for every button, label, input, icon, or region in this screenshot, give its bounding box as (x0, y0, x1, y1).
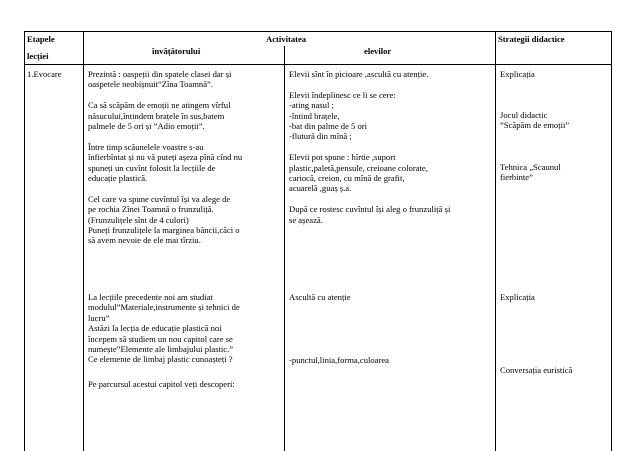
spacer (88, 90, 242, 100)
students-line: Elevii pot spune : hîrtie ,suport (289, 152, 396, 163)
students-line: -întind brațele, (289, 110, 340, 121)
teacher-line: Astăzi la lecția de educație plastică noi (88, 323, 222, 334)
teacher-line: (Frunzulițele sînt de 4 culori) (88, 214, 189, 225)
strategy-joc-didactic: Jocul didactic (500, 110, 548, 120)
students-line: După ce rostesc cuvîntul își aleg o frunzuliță și (289, 204, 451, 215)
students-line: Elevii îndeplinesc ce li se cere: (289, 89, 396, 100)
teacher-line: oaspetele neobișnuit”Zîna Toamnă”. (88, 79, 213, 90)
spacer (88, 183, 242, 193)
header-strategii: Strategii didactice (498, 34, 565, 44)
students-line: -flutură din mînă ; (289, 131, 352, 142)
students-line: -bat din palme de 5 ori (289, 121, 368, 132)
teacher-line: Ce elemente de limbaj plastic cunoașteți ? (88, 354, 233, 365)
spacer (88, 131, 242, 141)
spacer (289, 194, 450, 204)
border-header-bottom (24, 64, 611, 65)
stage-name: 1.Evocare (27, 69, 62, 79)
spacer (289, 142, 450, 152)
students-line: se așează. (289, 214, 323, 225)
border-right (611, 31, 612, 451)
students-activity-block (289, 69, 450, 225)
teacher-line: începem să studiem un nou capitol care se (88, 333, 233, 344)
students-answer: -punctul,linia,forma,culoarea (289, 355, 389, 365)
strategy-explicatia-2: Explicația (500, 292, 535, 302)
teacher-line: Puneți frunzulițele la marginea băncii,căci o (88, 225, 240, 236)
border-col3 (495, 31, 496, 451)
border-left (24, 31, 25, 451)
teacher-line: Ca să scăpăm de emoții ne atingem vîrful (88, 100, 231, 111)
teacher-line: înfierbîntat și nu vă puteți așeza pînă cînd nu (88, 152, 243, 163)
teacher-activity-block-1 (88, 69, 242, 246)
strategy-tehnica: Tehnica „Scaunul (500, 162, 561, 172)
header-invatator: învățătorului (152, 46, 201, 56)
teacher-line: lucru” (88, 312, 110, 323)
spacer (88, 365, 240, 379)
teacher-activity-block-2 (88, 292, 240, 389)
teacher-line: Prezintă : oaspeții din spatele clasei dar și (88, 69, 232, 79)
teacher-line: Cel care va spune cuvîntul își va alege de (88, 193, 231, 204)
strategy-conversatia: Conversația euristică (500, 365, 573, 375)
teacher-line: Între timp scăunelele voastre s-au (88, 141, 204, 152)
teacher-line: să avem nevoie de ele mai tîrziu. (88, 235, 201, 246)
teacher-line: Pe parcursul acestui capitol veți descoperi: (88, 378, 235, 389)
strategy-tehnica-name: fierbinte” (500, 172, 533, 182)
border-col1 (83, 31, 84, 451)
header-etape-2: lecției (27, 51, 49, 61)
border-col2 (284, 46, 285, 451)
students-line: plastic,paletă,pensule, creioane colorate, (289, 162, 428, 173)
students-line: acuarelă ,guaș ș.a. (289, 183, 352, 194)
border-top (24, 31, 611, 32)
students-line: cariocă, creion, cu mînă de grafit, (289, 173, 405, 184)
header-activitate: Activitatea (266, 34, 307, 44)
teacher-line: numește”Elemente ale limbajului plastic.” (88, 344, 234, 355)
strategy-joc-didactic-name: ”Scăpăm de emoții” (500, 120, 570, 130)
strategy-explicatia-1: Explicația (500, 69, 535, 79)
spacer (289, 79, 450, 89)
students-line: Elevii sînt în picioare ,ascultă cu atenție. (289, 69, 429, 79)
teacher-line: năsucului,întindem brațele în sus,batem (88, 110, 225, 121)
students-listen: Ascultă cu atenție (289, 292, 351, 302)
teacher-line: pe rochia Zînei Toamnă o frunzuliță. (88, 204, 214, 215)
teacher-line: palmele de 5 ori și ”Adio emoții”. (88, 121, 205, 132)
teacher-line: modulul”Materiale,instrumente și tehnici de (88, 302, 240, 313)
header-elevi: elevilor (364, 46, 392, 56)
students-line: -ating nasul ; (289, 100, 334, 111)
teacher-line: educație plastică. (88, 173, 148, 184)
header-etape-1: Etapele (27, 34, 55, 44)
teacher-line: La lecțiile precedente noi am studiat (88, 292, 213, 302)
teacher-line: spuneți un cuvînt folosit la lecțiile de (88, 162, 216, 173)
